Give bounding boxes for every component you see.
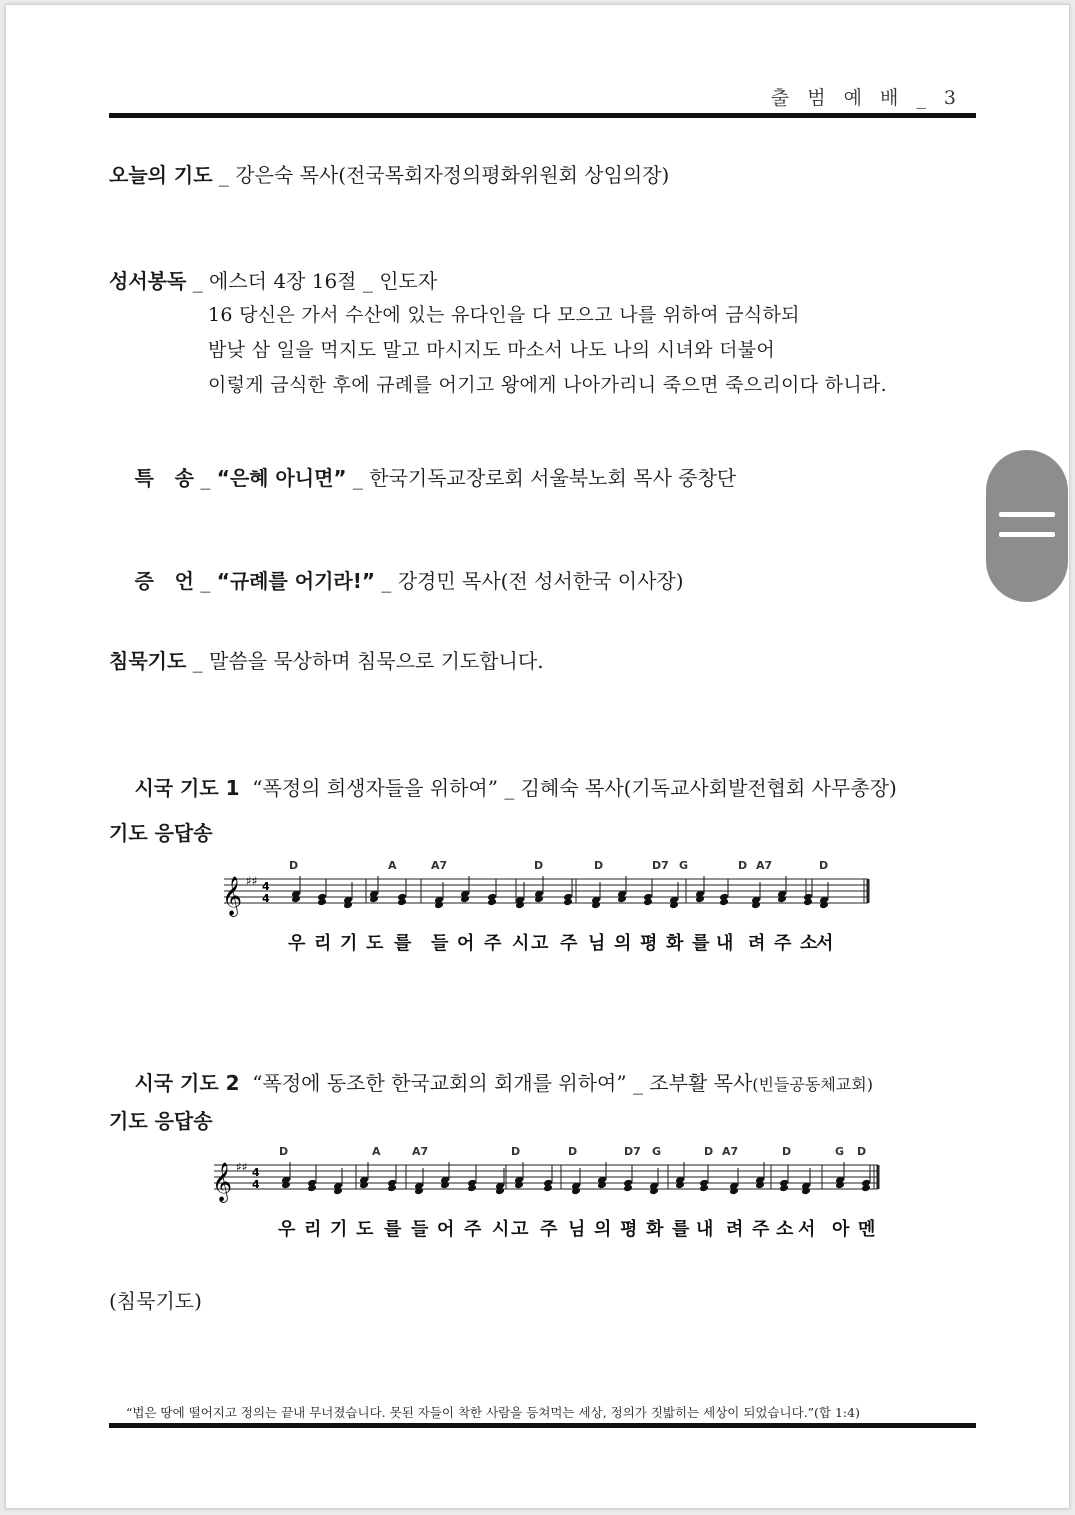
testimony-speaker: _ 강경민 목사(전 성서한국 이사장) (374, 569, 684, 593)
special-song-performer: _ 한국기독교장로회 서울북노회 목사 중창단 (346, 466, 737, 490)
lyric-syllable: 주 (752, 1219, 770, 1240)
chord-symbol: G (835, 1145, 845, 1158)
lyric-syllable: 를 (394, 933, 412, 954)
lyric-syllable: 어 (437, 1219, 455, 1240)
scripture-verse-line: 이렇게 금식한 후에 규례를 어기고 왕에게 나아가리니 죽으면 죽으리이다 하니라. (208, 374, 887, 396)
chord-symbol: A7 (431, 859, 448, 872)
lyric-syllable: 의 (594, 1219, 612, 1240)
lyric-syllable: 멘 (858, 1219, 876, 1240)
scripture-line (109, 265, 437, 294)
time-signature: 4 (252, 1178, 260, 1191)
chord-symbol: A (372, 1145, 381, 1158)
lyric-syllable: 고 (511, 1219, 529, 1240)
lyric-syllable: 를 (672, 1219, 690, 1240)
chord-symbol: A7 (722, 1145, 739, 1158)
testimony-title: “규례를 어기라!” (216, 569, 375, 593)
lyric-syllable: 주 (560, 933, 578, 954)
todays-prayer-label: 오늘의 기도 (109, 163, 213, 187)
lyric-syllable: 들 (411, 1219, 429, 1240)
staff-lines (222, 874, 868, 917)
silent-prayer-label: 침묵기도 (109, 649, 187, 673)
todays-prayer-line (109, 159, 669, 188)
lyric-syllable: 우 (278, 1219, 296, 1240)
prayer1-text: “폭정의 희생자들을 위하여” _ 김혜숙 목사(기독교사회발전협회 사무총장) (239, 776, 897, 800)
key-signature: ♯♯ (246, 874, 258, 888)
prayer2-affiliation: (빈들공동체교회) (752, 1075, 873, 1094)
chord-symbol: D (857, 1145, 867, 1158)
lyric-syllable: 주 (484, 933, 502, 954)
separator: _ (193, 569, 217, 593)
chord-symbol: D (511, 1145, 521, 1158)
separator: _ (186, 649, 209, 673)
chord-symbol: D (782, 1145, 792, 1158)
lyric-syllable: 시 (492, 1219, 510, 1240)
prayer2-line (109, 1043, 873, 1120)
music-score-2 (206, 1143, 886, 1243)
lyric-syllable: 우 (288, 933, 306, 954)
lyric-syllable: 려 (748, 933, 766, 954)
lyric-syllable: 내 (696, 1219, 714, 1240)
chord-symbol: D (289, 859, 299, 872)
time-signature: 4 (262, 892, 270, 905)
lyric-syllable: 어 (457, 933, 475, 954)
lyric-syllable: 아 (832, 1219, 850, 1240)
lyric-syllable: 들 (431, 933, 449, 954)
time-signature: 4 (252, 1166, 260, 1179)
lyric-syllable: 시 (512, 933, 530, 954)
lyric-syllable: 리 (304, 1219, 322, 1240)
treble-clef: 𝄞 (212, 1162, 233, 1202)
special-song-title: “은혜 아니면” (216, 466, 347, 490)
chord-symbol: A (388, 859, 397, 872)
lyric-syllable: 기 (340, 933, 358, 954)
header-rule (109, 113, 976, 118)
lyric-syllable: 서 (798, 1219, 816, 1240)
lyric-syllable: 내 (716, 933, 734, 954)
testimony-label: 증 언 (134, 569, 194, 593)
response-song-title: 기도 응답송 (109, 1109, 213, 1133)
lyric-syllable: 평 (640, 933, 658, 954)
prayer2-text: “폭정에 동조한 한국교회의 회개를 위하여” _ 조부활 목사 (239, 1071, 753, 1095)
chord-symbol: G (652, 1145, 662, 1158)
lyric-syllable: 서 (816, 933, 834, 954)
footer-rule (109, 1423, 976, 1428)
chord-symbol: D (568, 1145, 578, 1158)
time-signature: 4 (262, 880, 270, 893)
chord-symbol: D (704, 1145, 714, 1158)
lyric-syllable: 기 (330, 1219, 348, 1240)
lyric-syllable: 도 (356, 1219, 374, 1240)
prayer1-line (109, 748, 897, 825)
document-page (5, 4, 1070, 1509)
chord-symbol: D (738, 859, 748, 872)
lyric-syllable: 화 (646, 1219, 664, 1240)
lyric-syllable: 화 (666, 933, 684, 954)
key-signature: ♯♯ (236, 1160, 248, 1174)
closing-silent-prayer: (침묵기도) (109, 1289, 202, 1313)
lyric-syllable: 고 (531, 933, 549, 954)
lyric-syllable: 소 (776, 1219, 794, 1240)
lyric-syllable: 님 (568, 1219, 586, 1240)
lyric-syllable: 의 (614, 933, 632, 954)
lyric-syllable: 려 (726, 1219, 744, 1240)
scripture-label: 성서봉독 (109, 269, 187, 293)
scripture-reference: 에스더 4장 16절 _ 인도자 (209, 269, 438, 293)
lyric-syllable: 평 (620, 1219, 638, 1240)
chord-symbol: D (819, 859, 829, 872)
chord-symbol: D (279, 1145, 289, 1158)
chord-symbol: D (534, 859, 544, 872)
scripture-verse-line: 16 당신은 가서 수산에 있는 유다인을 다 모으고 나를 위하여 금식하되 (208, 304, 800, 326)
chord-symbol: A7 (756, 859, 773, 872)
lyric-syllable: 소 (800, 933, 818, 954)
lyric-syllable: 주 (774, 933, 792, 954)
prayer2-label: 시국 기도 2 (134, 1071, 240, 1095)
lyric-syllable: 도 (366, 933, 384, 954)
special-song-line (109, 438, 736, 515)
separator: _ (186, 269, 209, 293)
treble-clef: 𝄞 (222, 876, 243, 916)
chord-symbol: D7 (652, 859, 669, 872)
silent-prayer-text: 말씀을 묵상하며 침묵으로 기도합니다. (209, 649, 544, 673)
chord-symbol: D7 (624, 1145, 641, 1158)
lyric-syllable: 님 (588, 933, 606, 954)
scroll-handle[interactable] (986, 450, 1068, 602)
chord-symbol: D (594, 859, 604, 872)
music-score-1 (216, 857, 876, 957)
scripture-verse-line: 밤낮 삼 일을 먹지도 말고 마시지도 마소서 나도 나의 시녀와 더불어 (208, 339, 776, 361)
chord-symbol: G (679, 859, 689, 872)
lyric-syllable: 를 (692, 933, 710, 954)
separator: _ (212, 163, 236, 187)
lyric-syllable: 주 (540, 1219, 558, 1240)
chord-symbol: A7 (412, 1145, 429, 1158)
response-song-title: 기도 응답송 (109, 821, 213, 845)
testimony-line (109, 541, 684, 618)
lyric-syllable: 리 (314, 933, 332, 954)
footer-quote: “법은 땅에 떨어지고 정의는 끝내 무너졌습니다. 못된 자들이 착한 사람을 등쳐먹는 세상, 정의가 짓밟히는 세상이 되었습니다.”(합 1:4) (126, 1405, 860, 1420)
lyric-syllable: 주 (464, 1219, 482, 1240)
prayer1-label: 시국 기도 1 (134, 776, 240, 800)
silent-prayer-line (109, 645, 544, 674)
separator: _ (193, 466, 217, 490)
lyric-syllable: 를 (384, 1219, 402, 1240)
special-song-label: 특 송 (134, 466, 194, 490)
todays-prayer-leader: 강은숙 목사(전국목회자정의평화위원회 상임의장) (235, 163, 670, 187)
running-header: 출 범 예 배 _ 3 (770, 87, 962, 109)
